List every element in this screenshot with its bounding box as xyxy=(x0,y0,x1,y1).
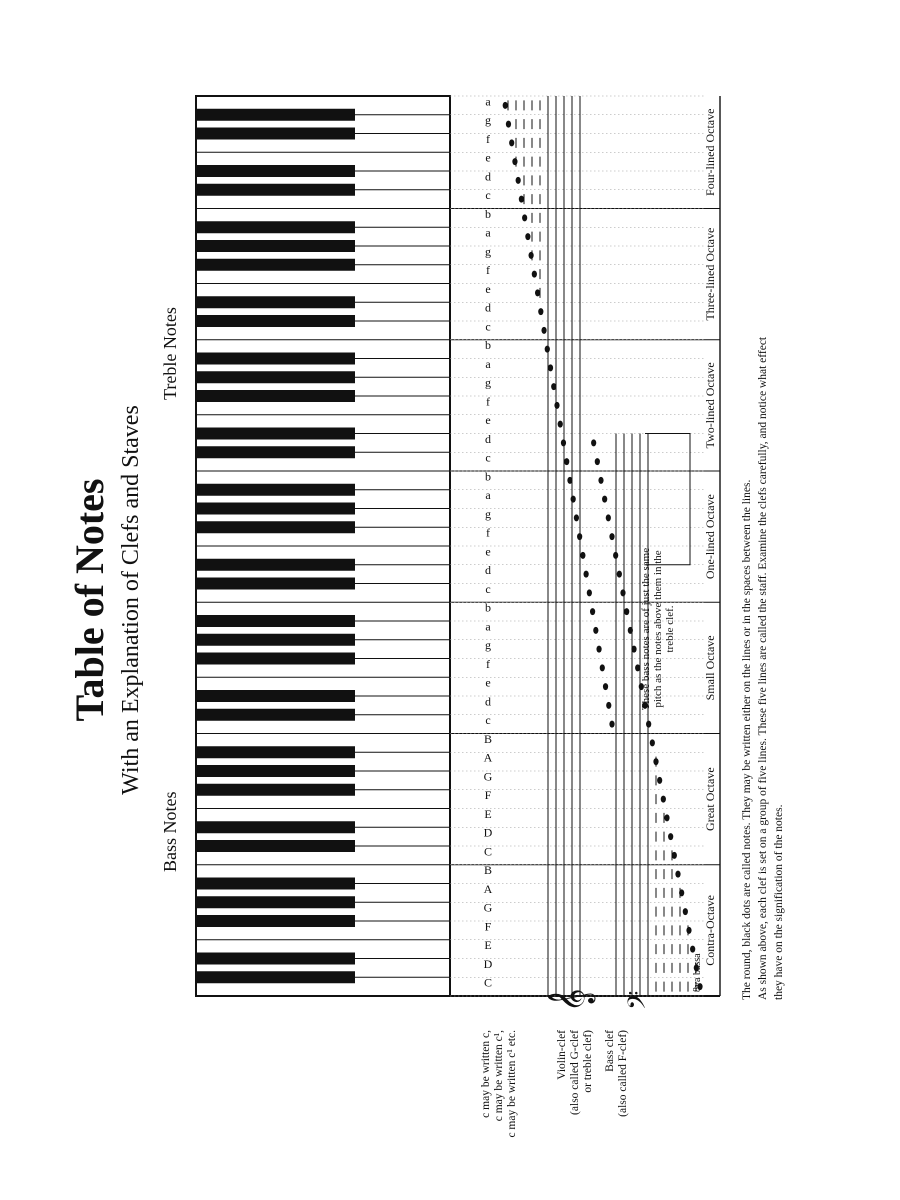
treble-note xyxy=(587,589,592,596)
bass-note xyxy=(646,721,651,728)
black-key xyxy=(196,521,355,533)
bass-note xyxy=(683,908,688,915)
violin-clef-line: Violin-clef xyxy=(556,1030,568,1080)
note-letter: c xyxy=(485,450,491,465)
note-letter: c xyxy=(485,188,491,203)
octave-bassa-mark: 8va bassa xyxy=(692,953,703,992)
treble-note xyxy=(529,252,534,259)
treble-note xyxy=(554,402,559,409)
treble-note xyxy=(551,383,556,390)
treble-note xyxy=(545,346,550,353)
black-key xyxy=(196,446,355,458)
note-letter: G xyxy=(483,769,493,784)
bass-note xyxy=(624,608,629,615)
note-letter: a xyxy=(485,225,491,240)
treble-note xyxy=(538,308,543,315)
black-key xyxy=(196,371,355,383)
bass-note xyxy=(661,796,666,803)
black-key xyxy=(196,709,355,721)
treble-note xyxy=(541,327,546,334)
black-key xyxy=(196,578,355,590)
bass-note xyxy=(606,514,611,521)
note-letter: d xyxy=(485,300,491,315)
bass-note xyxy=(690,946,695,953)
bass-note xyxy=(650,739,655,746)
black-key xyxy=(196,784,355,796)
black-key xyxy=(196,559,355,571)
treble-note xyxy=(564,458,569,465)
black-key xyxy=(196,221,355,233)
note-letter: A xyxy=(483,750,493,765)
bass-note xyxy=(657,777,662,784)
treble-note xyxy=(600,664,605,671)
octave-label: Great Octave xyxy=(703,767,717,831)
black-key xyxy=(196,971,355,983)
bass-clef-label xyxy=(604,1030,630,1200)
bass-note xyxy=(613,552,618,559)
notation-line: c may be written c¹ etc. xyxy=(506,1030,518,1138)
black-key xyxy=(196,634,355,646)
treble-note xyxy=(558,421,563,428)
note-letter: E xyxy=(484,938,492,953)
black-key xyxy=(196,840,355,852)
note-letter: d xyxy=(485,431,491,446)
page-title: Table of Notes xyxy=(67,478,112,722)
bass-note xyxy=(668,833,673,840)
note-letter: b xyxy=(485,600,491,615)
bass-note xyxy=(620,589,625,596)
black-key xyxy=(196,428,355,440)
bass-note xyxy=(628,627,633,634)
bass-clef-icon: 𝄢 xyxy=(623,990,658,1010)
note-letter: f xyxy=(486,656,490,671)
octave-label: Small Octave xyxy=(703,635,717,701)
treble-note xyxy=(503,102,508,109)
note-letter: F xyxy=(484,919,492,934)
note-letter: f xyxy=(486,394,490,409)
note-letter: a xyxy=(485,94,491,109)
black-key xyxy=(196,296,355,308)
octave-label: Contra-Octave xyxy=(703,895,717,966)
note-letter: A xyxy=(483,881,493,896)
treble-note xyxy=(522,214,527,221)
treble-note xyxy=(584,571,589,578)
black-key xyxy=(196,896,355,908)
bass-note xyxy=(591,439,596,446)
treble-note xyxy=(567,477,572,484)
bass-note xyxy=(631,646,636,653)
black-key xyxy=(196,259,355,271)
notation-explanation xyxy=(480,1030,519,1200)
black-key xyxy=(196,690,355,702)
inset-note: These bass notes are of just the same pitch as the notes above them in the treble clef. xyxy=(640,547,676,711)
treble-note xyxy=(519,196,524,203)
violin-clef-line: (also called G-clef xyxy=(569,1030,581,1115)
violin-clef-line: or treble clef) xyxy=(582,1030,594,1093)
footnote: they have on the signification of the notes. xyxy=(773,804,785,1000)
bass-note xyxy=(595,458,600,465)
note-letter: E xyxy=(484,806,492,821)
treble-note xyxy=(593,627,598,634)
bass-note xyxy=(675,871,680,878)
treble-note xyxy=(590,608,595,615)
black-key xyxy=(196,165,355,177)
black-key xyxy=(196,746,355,758)
octave-label: Four-lined Octave xyxy=(703,108,717,196)
treble-note xyxy=(574,514,579,521)
treble-note xyxy=(525,233,530,240)
treble-note xyxy=(606,702,611,709)
treble-clef-icon: 𝄞 xyxy=(548,988,594,1012)
note-letter: g xyxy=(485,113,491,128)
note-letter: g xyxy=(485,244,491,259)
black-key xyxy=(196,915,355,927)
bass-note xyxy=(686,927,691,934)
treble-note xyxy=(532,271,537,278)
black-key xyxy=(196,240,355,252)
bass-clef-line: Bass clef xyxy=(604,1030,616,1072)
treble-note xyxy=(561,439,566,446)
note-letter: e xyxy=(485,413,491,428)
note-letter: e xyxy=(485,544,491,559)
note-letter: e xyxy=(485,150,491,165)
note-letter: b xyxy=(485,469,491,484)
note-letter: c xyxy=(485,713,491,728)
note-letter: a xyxy=(485,356,491,371)
note-letter: g xyxy=(485,638,491,653)
violin-clef-label xyxy=(556,1030,595,1200)
black-key xyxy=(196,503,355,515)
note-letter: g xyxy=(485,506,491,521)
treble-note xyxy=(580,552,585,559)
treble-note xyxy=(535,289,540,296)
treble-note xyxy=(516,177,521,184)
note-letter: C xyxy=(483,844,493,859)
black-key xyxy=(196,109,355,121)
note-letter: C xyxy=(483,975,493,990)
black-key xyxy=(196,821,355,833)
black-key xyxy=(196,484,355,496)
bass-note xyxy=(609,533,614,540)
octave-label: Two-lined Octave xyxy=(703,362,717,449)
bass-notes-heading: Bass Notes xyxy=(160,791,180,872)
note-letter: c xyxy=(485,319,491,334)
black-key xyxy=(196,184,355,196)
treble-note xyxy=(571,496,576,503)
note-letter: b xyxy=(485,338,491,353)
note-letter: B xyxy=(483,731,493,746)
note-letter: d xyxy=(485,694,491,709)
treble-note xyxy=(603,683,608,690)
treble-note xyxy=(506,121,511,128)
treble-note xyxy=(512,158,517,165)
note-letter: a xyxy=(485,619,491,634)
notation-line: c may be written c¹, xyxy=(493,1030,505,1122)
black-key xyxy=(196,953,355,965)
black-key xyxy=(196,353,355,365)
note-letter: D xyxy=(483,825,493,840)
bass-note xyxy=(602,496,607,503)
note-letter: D xyxy=(483,956,493,971)
black-key xyxy=(196,315,355,327)
note-letter: f xyxy=(486,525,490,540)
bass-note xyxy=(664,814,669,821)
bass-clef-line: (also called F-clef) xyxy=(617,1030,629,1117)
note-letter: a xyxy=(485,488,491,503)
note-letter: G xyxy=(483,900,493,915)
note-letter: d xyxy=(485,169,491,184)
note-letter: d xyxy=(485,563,491,578)
note-letter: b xyxy=(485,206,491,221)
footnote: As shown above, each clef is set on a group of five lines. These five lines are called the staff. Examine the clefs carefully, and notice what effect xyxy=(757,336,769,1000)
note-letter: f xyxy=(486,263,490,278)
treble-note xyxy=(609,721,614,728)
treble-note xyxy=(509,139,514,146)
note-letter: c xyxy=(485,581,491,596)
note-letter: F xyxy=(484,788,492,803)
octave-label: Three-lined Octave xyxy=(703,227,717,321)
notation-line: c may be written c, xyxy=(480,1030,492,1118)
treble-note xyxy=(596,646,601,653)
octave-label: One-lined Octave xyxy=(703,494,717,580)
treble-note xyxy=(548,364,553,371)
treble-note xyxy=(577,533,582,540)
note-letter: g xyxy=(485,375,491,390)
bass-note xyxy=(617,571,622,578)
black-key xyxy=(196,128,355,140)
bass-note xyxy=(598,477,603,484)
black-key xyxy=(196,765,355,777)
note-letter: f xyxy=(486,131,490,146)
black-key xyxy=(196,615,355,627)
bass-note xyxy=(672,852,677,859)
page-subtitle: With an Explanation of Clefs and Staves xyxy=(118,405,144,795)
black-key xyxy=(196,653,355,665)
note-letter: B xyxy=(483,863,493,878)
note-letter: e xyxy=(485,675,491,690)
black-key xyxy=(196,390,355,402)
note-letter: e xyxy=(485,281,491,296)
footnote: The round, black dots are called notes. They may be written either on the lines or in the spaces between the lines. xyxy=(741,479,753,1000)
black-key xyxy=(196,878,355,890)
treble-notes-heading: Treble Notes xyxy=(160,307,180,400)
